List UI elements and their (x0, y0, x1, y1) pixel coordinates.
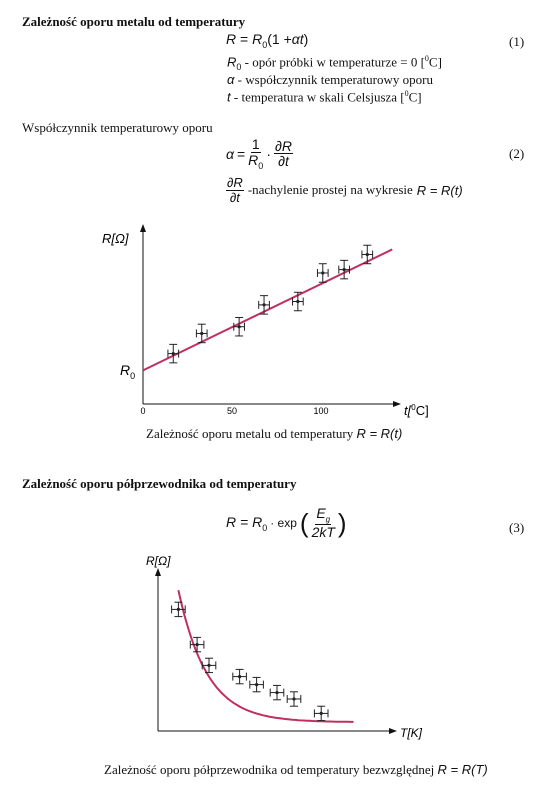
slope-num: ∂R (227, 175, 243, 190)
chart1-marks (143, 245, 392, 370)
chart2-y-arrow (155, 568, 161, 576)
chart1-xtick-label: 100 (313, 406, 329, 416)
eq2-one: 1 (251, 136, 260, 152)
slope-text: -nachylenie prostej na wykresie (247, 182, 413, 198)
eq1-paren-open: (1 + (267, 31, 292, 47)
chart2-caption-equation: R = R(T) (437, 762, 488, 777)
eq1-equals: = (240, 31, 249, 47)
eq2-equals: = (236, 145, 246, 162)
def-t-text: - temperatura w skali Celsjusza [ (233, 89, 405, 105)
eq3-exp: · exp (270, 515, 297, 530)
eq3-lhs: R = R (226, 513, 263, 530)
eq3-den: 2kT (311, 524, 335, 541)
def-t-end: C] (408, 89, 422, 105)
eq3-paren-right: ) (337, 507, 347, 538)
eq1-r0: R (252, 31, 263, 47)
eq2-den-sub: 0 (258, 160, 264, 171)
chart1-point-marker (296, 300, 299, 303)
equation-3-number: (3) (509, 520, 525, 535)
chart1-xlabel-end: C] (415, 403, 429, 418)
heading-semiconductor-resistance: Zależność oporu półprzewodnika od temperatury (22, 476, 297, 491)
chart1-point-marker (343, 268, 346, 271)
chart1-point (317, 264, 328, 282)
chart1-point-marker (366, 253, 369, 256)
chart2-point-marker (177, 608, 180, 611)
chart1-r0-label-base: R (120, 362, 131, 378)
chart1-x-arrow (393, 401, 401, 407)
chart1-point-marker (200, 332, 203, 335)
equation-3 (226, 506, 347, 540)
chart2-plot (146, 554, 423, 740)
chart2-point (287, 692, 301, 706)
chart2-point-marker (320, 712, 323, 715)
def-r0-symbol: R (227, 54, 237, 70)
eq1-t: t (299, 31, 304, 47)
chart1-xtick-label: 50 (226, 406, 238, 416)
eq1-alpha: α (291, 31, 300, 47)
equation-1-number: (1) (509, 34, 525, 49)
chart2-point-marker (292, 697, 295, 700)
def-r0-sup: 0 (424, 54, 429, 63)
chart1-point-marker (262, 303, 265, 306)
chart1-xtick-label: 0 (140, 406, 146, 416)
slope-equation: R = R(t) (416, 182, 463, 198)
chart1-xlabel (404, 403, 429, 418)
chart1-r0-label (120, 362, 135, 381)
chart1-point (362, 245, 373, 263)
chart1-plot (102, 224, 429, 418)
chart1-point-marker (172, 352, 175, 355)
slope-den: ∂t (229, 189, 240, 205)
chart2-point-marker (255, 683, 258, 686)
chart1-point-marker (238, 325, 241, 328)
chart1-caption-equation: R = R(t) (356, 426, 403, 441)
eq1-r0-sub: 0 (262, 39, 268, 50)
chart1-y-arrow (140, 224, 146, 232)
eq3-lhs-sub: 0 (262, 522, 268, 533)
def-t-symbol: t (227, 89, 231, 105)
chart2-point (250, 677, 264, 691)
chart1-point-marker (321, 271, 324, 274)
eq1-paren-close: ) (303, 31, 309, 47)
eq2-dot: · (266, 145, 271, 162)
chart1-point (339, 260, 350, 278)
heading-metal-resistance: Zależność oporu metalu od temperatury (22, 14, 246, 29)
chart1-caption (146, 426, 402, 442)
chart1-xlabel-sup: 0 (411, 403, 416, 412)
def-r0-end: C] (428, 54, 442, 70)
chart1-fit-line (143, 249, 392, 370)
chart2-ylabel: R[Ω] (146, 554, 171, 568)
chart2-caption (104, 762, 488, 778)
eq3-num-sub: g (325, 514, 331, 524)
chart2-point-marker (196, 643, 199, 646)
chart1-r0-label-sub: 0 (130, 371, 136, 381)
chart1-caption-text: Zależność oporu metalu od temperatury (146, 426, 354, 441)
chart1-point (293, 292, 304, 310)
chart2-point-marker (207, 664, 210, 667)
def-t-sup: 0 (404, 89, 409, 98)
chart2-fit-curve (178, 590, 353, 722)
eq3-paren-left: ( (299, 507, 309, 538)
def-alpha-text: - współczynnik temperaturowy oporu (237, 72, 433, 87)
chart2-point (233, 669, 247, 683)
heading-temperature-coefficient: Współczynnik temperaturowy oporu (22, 120, 213, 135)
def-r0-text: - opór próbki w temperaturze = 0 [ (244, 54, 425, 70)
chart2-point (314, 706, 328, 720)
chart2-caption-text: Zależność oporu półprzewodnika od temperatury bezwzględnej (104, 762, 435, 777)
chart1-point (259, 296, 270, 314)
eq2-dt: ∂t (278, 153, 289, 170)
def-alpha-symbol: α (227, 72, 235, 87)
chart2-x-arrow (389, 728, 397, 734)
chart1-xlabel-base: t[ (404, 403, 412, 418)
equation-2-number: (2) (509, 146, 525, 161)
chart2-marks (172, 590, 354, 722)
chart1-point (234, 317, 245, 335)
eq2-den-r: R (248, 151, 259, 168)
chart2-point-marker (275, 691, 278, 694)
eq2-dR: ∂R (274, 137, 293, 154)
eq3-fraction (312, 506, 335, 540)
chart2-xlabel: T[K] (400, 726, 423, 740)
chart1-tick-labels (140, 406, 328, 416)
chart1-point (168, 344, 179, 362)
chart2-point (270, 685, 284, 699)
eq1-lhs: R (226, 31, 237, 47)
chart1-ylabel: R[Ω] (102, 231, 129, 246)
eq3-num: E (316, 505, 326, 521)
eq2-alpha: α (226, 145, 234, 162)
def-r0-sub: 0 (236, 61, 242, 72)
chart2-point-marker (238, 675, 241, 678)
